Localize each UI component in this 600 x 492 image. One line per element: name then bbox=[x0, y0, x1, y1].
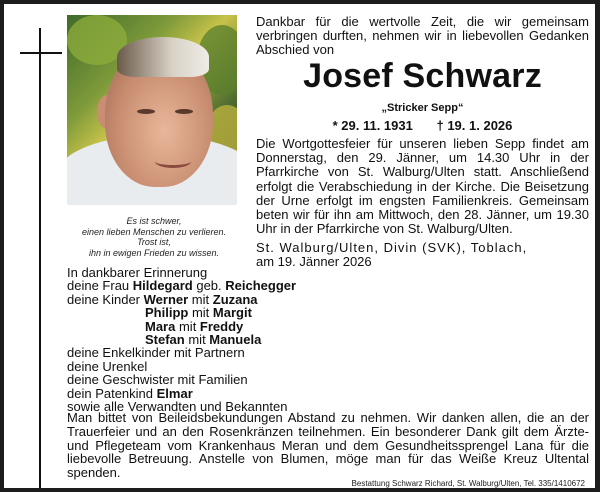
family-list bbox=[67, 266, 367, 413]
family-child: Philipp mit Margit bbox=[145, 305, 252, 321]
death-date: † 19. 1. 2026 bbox=[436, 118, 513, 133]
closing-text: Man bittet von Beileidsbekundungen Abstand zu nehmen. Wir danken allen, die an der Trauerfeier und an den Rosenkränzen teilnehmen. Ein besonderer Dank gilt dem Ärzte- und Pflegeteam vom Krankenhaus Meran und dem Gesundheitssprengel Lana für die liebevolle Betreuung. Anstelle von Blumen, möge man für das Weiße Kreuz Ultental spenden. bbox=[67, 410, 589, 481]
locations: St. Walburg/Ulten, Divin (SVK), Toblach, bbox=[256, 240, 528, 255]
obituary-card bbox=[4, 4, 595, 488]
memorial-quote bbox=[64, 216, 244, 258]
family-great-grandchildren: deine Urenkel bbox=[67, 358, 148, 374]
family-others: sowie alle Verwandten und Bekannten bbox=[67, 399, 288, 415]
family-heading: In dankbarer Erinnerung bbox=[67, 265, 208, 280]
intro-text: Dankbar für die wertvolle Zeit, die wir gemeinsam verbringen durften, nehmen wir in liebevollen Gedanken Abschied von bbox=[256, 14, 589, 57]
life-dates bbox=[256, 118, 589, 134]
quote-line: einen lieben Menschen zu verlieren. bbox=[81, 226, 227, 237]
cross-icon bbox=[39, 28, 41, 488]
family-child: deine Kinder Werner mit Zuzana bbox=[67, 291, 258, 307]
family-child: Mara mit Freddy bbox=[145, 318, 244, 334]
deceased-name: Josef Schwarz bbox=[303, 57, 542, 95]
deceased-nickname: „Stricker Sepp“ bbox=[381, 102, 464, 114]
quote-line: Trost ist, bbox=[137, 237, 171, 247]
notice-date: am 19. Jänner 2026 bbox=[256, 254, 372, 269]
family-godchild: dein Patenkind Elmar bbox=[67, 385, 193, 401]
funeral-home-imprint: Bestattung Schwarz Richard, St. Walburg/Ulten, Tel. 335/1410672 bbox=[351, 479, 585, 488]
family-grandchildren: deine Enkelkinder mit Partnern bbox=[67, 345, 245, 361]
quote-line: Es ist schwer, bbox=[126, 216, 182, 226]
family-siblings: deine Geschwister mit Familien bbox=[67, 372, 248, 388]
portrait-photo bbox=[67, 15, 237, 205]
quote-line: ihn in ewigen Frieden zu wissen. bbox=[88, 247, 220, 258]
birth-date: * 29. 11. 1931 bbox=[332, 118, 413, 133]
family-child: Stefan mit Manuela bbox=[145, 332, 262, 348]
place-date bbox=[256, 241, 589, 269]
family-wife: deine Frau Hildegard geb. Reichegger bbox=[67, 278, 297, 294]
cross-icon-bar bbox=[20, 52, 62, 54]
service-text: Die Wortgottesfeier für unseren lieben Sepp findet am Donnerstag, den 29. Jänner, um 14.30 Uhr in der Pfarrkirche von St. Walburg/Ulten statt. Anschließend erfolgt die Verabschiedung in der Kirche. Die Beisetzung der Urne erfolgt im engsten Familienkreis. Gemeinsam beten wir für ihn am Mittwoch, den 28. Jänner, um 19.30 Uhr in der Pfarrkirche von St. Walburg/Ulten. bbox=[256, 136, 589, 237]
